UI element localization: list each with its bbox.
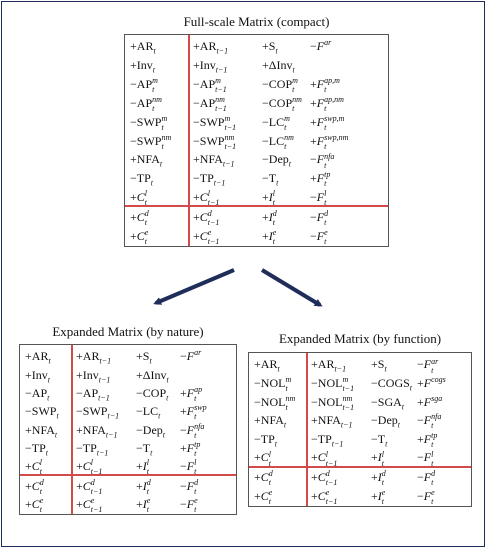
matrix-cell: +C l t−1 [193, 189, 220, 208]
matrix-cell: $+AR_{t-1}$ [311, 357, 347, 374]
matrix-cell: −NOL m t [254, 375, 292, 394]
matrix-cell: +C d t [130, 209, 149, 228]
matrix-cell: −F nfa t [310, 151, 335, 170]
matrix-cell: $+NFA_t$ [25, 422, 58, 439]
matrix-cell: $-LC_t$ [136, 404, 161, 421]
row-separator [249, 466, 471, 468]
matrix-cell: +I d t [262, 209, 277, 228]
matrix-cell: $-T_t$ [371, 431, 388, 449]
panel-by-nature [19, 325, 237, 515]
matrix-cell: $+NFA_{t-1}$ [76, 422, 118, 439]
matrix-cell: +C l t [25, 458, 43, 477]
matrix-cell: $-TP_t$ [25, 440, 49, 458]
matrix-cell: +C e t [254, 487, 273, 506]
matrix-cell: +I e t [262, 227, 277, 246]
matrix-cell: −F d t [180, 477, 199, 496]
matrix-cell: +C d t−1 [193, 209, 220, 228]
matrix-cell: +F ap,m t [310, 76, 340, 95]
matrix-cell: +C d t−1 [76, 477, 103, 496]
matrix-cell: −F nfa t [417, 412, 442, 431]
matrix-cell: $+S_t$ [262, 39, 278, 56]
matrix-cell: +C d t [25, 477, 44, 496]
column-separator [188, 35, 190, 246]
matrix-cell: −F e t [417, 487, 435, 506]
matrix-cell: +I e t [136, 496, 151, 515]
panel-title: Full-scale Matrix (compact) [183, 14, 330, 29]
matrix-cell: −F ar t [417, 356, 439, 375]
matrix-cell: $-T_t$ [136, 440, 153, 458]
matrix-cell: +I l t [136, 458, 150, 477]
matrix-grid [19, 344, 237, 515]
matrix-grid [124, 34, 389, 247]
matrix-cell: −Dep$_t$ [262, 152, 292, 169]
matrix-cell: $-SWP_{t-1}$ [76, 404, 120, 421]
matrix-cell: −F d t [417, 469, 436, 488]
matrix-cell: −F d t [310, 209, 329, 228]
matrix-cell: +I l t [262, 189, 276, 208]
matrix-cell: −NOL m t−1 [311, 375, 355, 394]
matrix-cell: −NOL nm t [254, 393, 296, 412]
matrix-cell: $-F^{ar}$ [310, 38, 332, 54]
matrix-cell: +F ap,nm t [310, 95, 344, 114]
matrix-cell: −F l t [310, 189, 327, 208]
matrix-cell: −LC nm t [262, 132, 294, 151]
matrix-cell: +ΔInv$_t$ [136, 367, 169, 384]
matrix-cell: +C e t−1 [311, 487, 338, 506]
row-separator [125, 205, 388, 207]
matrix-cell: $+NFA_t$ [130, 152, 163, 169]
matrix-cell: +F ap t [180, 385, 203, 404]
matrix-cell: −F l t [180, 458, 197, 477]
matrix-cell: $+AR_t$ [25, 349, 51, 366]
matrix-cell: +F tp t [180, 440, 201, 459]
matrix-cell: $+F^{sga}$ [417, 393, 443, 409]
column-separator [71, 345, 73, 514]
matrix-cell: −AP m t [130, 76, 158, 95]
matrix-cell: +F swp t [180, 403, 207, 422]
matrix-cell: −SWP m t [130, 113, 168, 132]
matrix-cell: +ΔInv$_t$ [262, 58, 295, 75]
matrix-cell: +Inv$_{t-1}$ [193, 58, 228, 75]
panel-title: Expanded Matrix (by function) [278, 331, 442, 346]
matrix-cell: +F swp,m t [310, 113, 345, 132]
matrix-cell: $-SGA_t$ [371, 394, 405, 411]
matrix-cell: +C l t−1 [76, 458, 103, 477]
matrix-cell: $+AR_t$ [130, 39, 156, 56]
matrix-cell: $+AR_t$ [254, 357, 280, 374]
matrix-cell: $+NFA_{t-1}$ [193, 152, 235, 169]
matrix-cell: +C e t−1 [193, 227, 220, 246]
matrix-cell: $-AP_{t-1}$ [76, 385, 110, 403]
matrix-cell: −F nfa t [180, 421, 205, 440]
matrix-cell: +Inv$_t$ [25, 367, 51, 384]
matrix-cell: $-SWP_t$ [25, 404, 59, 421]
matrix-cell: +C l t−1 [311, 449, 338, 468]
matrix-cell: +C d t [254, 469, 273, 488]
matrix-cell: $+S_t$ [136, 349, 152, 366]
matrix-cell: −AP nm t [130, 95, 162, 114]
matrix-cell: $-TP_t$ [130, 171, 154, 188]
matrix-cell: −SWP nm t−1 [193, 132, 237, 151]
matrix-cell: $-T_t$ [262, 171, 279, 188]
matrix-cell: +I l t [371, 449, 385, 468]
column-separator [306, 353, 308, 506]
matrix-cell: $-TP_{t-1}$ [76, 440, 109, 458]
matrix-cell: +C l t [254, 449, 272, 468]
matrix-cell: −AP m t−1 [193, 76, 227, 95]
matrix-cell: $+AR_{t-1}$ [76, 349, 112, 366]
row-separator [20, 474, 236, 476]
matrix-cell: +C d t−1 [311, 469, 338, 488]
matrix-cell: +I d t [371, 469, 386, 488]
matrix-cell: $+S_t$ [371, 357, 387, 374]
matrix-cell: $-AP_t$ [25, 385, 50, 403]
arrow-to-by-function [262, 270, 320, 305]
matrix-cell: $+F^{cogs}$ [417, 374, 446, 390]
matrix-cell: +F tp t [417, 431, 438, 450]
arrow-to-by-nature [156, 270, 234, 303]
matrix-cell: +C e t−1 [76, 496, 103, 515]
matrix-cell: −SWP m t−1 [193, 113, 237, 132]
matrix-cell: +I e t [371, 487, 386, 506]
matrix-cell: $-TP_{t-1}$ [193, 171, 226, 188]
matrix-cell: $+AR_{t-1}$ [193, 39, 229, 56]
matrix-cell: −COP m t [262, 76, 298, 95]
matrix-cell: −F e t [310, 227, 328, 246]
panel-by-function [248, 332, 472, 507]
matrix-cell: +C l t [130, 189, 148, 208]
matrix-cell: −Dep$_t$ [136, 422, 166, 439]
matrix-cell: −Dep$_t$ [371, 413, 401, 430]
matrix-cell: −F l t [417, 449, 434, 468]
matrix-cell: −F e t [180, 496, 198, 515]
matrix-cell: +F swp,nm t [310, 132, 349, 151]
matrix-cell: +C e t [130, 227, 149, 246]
matrix-cell: −COP nm t [262, 95, 302, 114]
matrix-grid [248, 352, 472, 507]
panel-full-scale [124, 15, 389, 247]
matrix-cell: $-COGS_t$ [371, 375, 413, 393]
matrix-cell: +F tp t [310, 170, 331, 189]
matrix-cell: $-TP_t$ [254, 431, 278, 449]
matrix-cell: $-COP_t$ [136, 385, 169, 403]
matrix-cell: $-TP_{t-1}$ [311, 431, 344, 449]
matrix-cell: +I d t [136, 477, 151, 496]
matrix-cell: −AP nm t−1 [193, 95, 227, 114]
matrix-cell: +Inv$_t$ [130, 58, 156, 75]
matrix-cell: −LC m t [262, 113, 290, 132]
panel-title: Expanded Matrix (by nature) [52, 324, 204, 339]
matrix-cell: +C e t [25, 496, 44, 515]
matrix-cell: $+NFA_t$ [254, 413, 287, 430]
matrix-cell: $+NFA_{t-1}$ [311, 413, 353, 430]
matrix-cell: $-F^{ar}$ [180, 348, 202, 364]
matrix-cell: −SWP nm t [130, 132, 172, 151]
matrix-cell: −NOL nm t−1 [311, 393, 355, 412]
matrix-cell: +Inv$_{t-1}$ [76, 367, 111, 384]
